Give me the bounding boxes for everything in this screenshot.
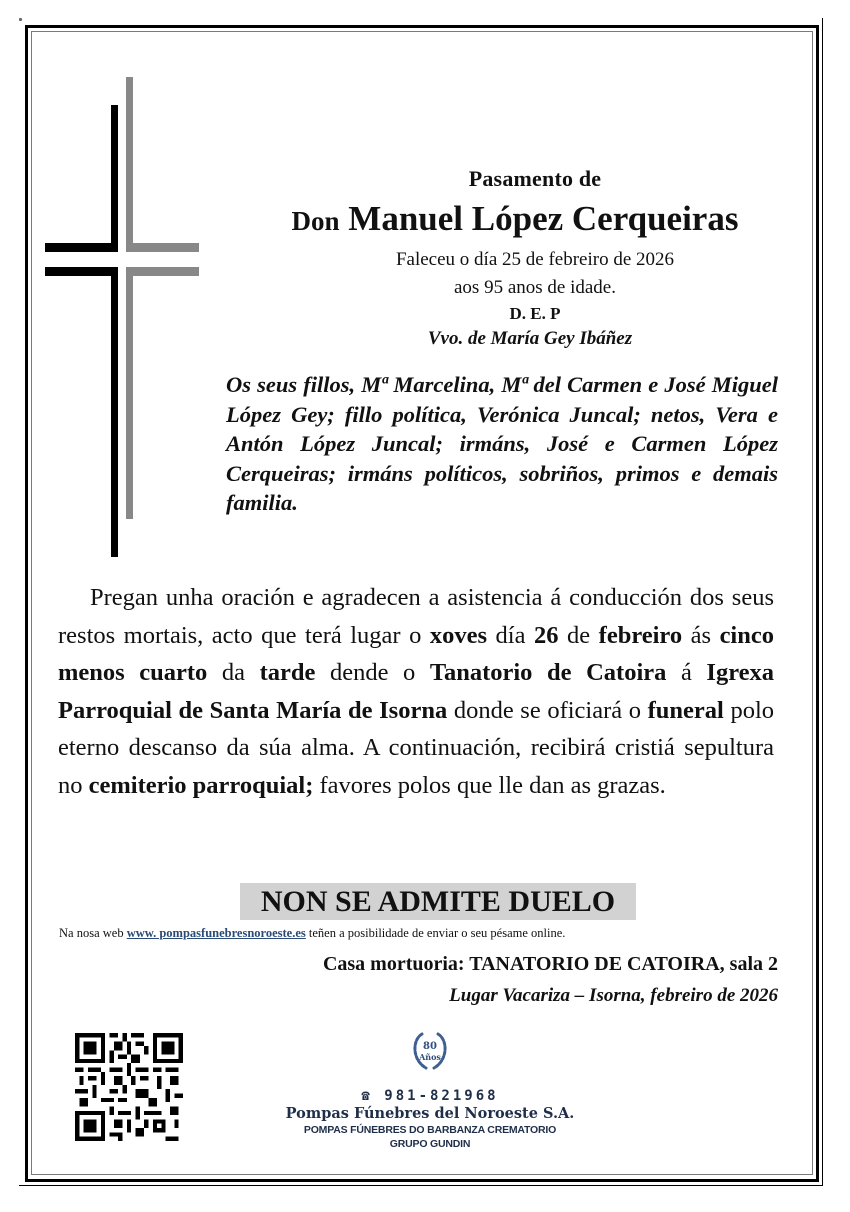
corner-mark	[19, 18, 22, 21]
funeral-company-block	[270, 1030, 590, 1151]
web-suffix: teñen a posibilidade de enviar o seu pésame online.	[305, 926, 566, 940]
death-date: Faleceu o día 25 de febreiro de 2026	[395, 249, 675, 270]
month: febreiro	[598, 621, 683, 649]
time: cinco menos cuarto	[58, 621, 774, 686]
phone-line	[270, 1087, 590, 1105]
invitation-text: á	[666, 659, 707, 686]
page-shadow-right	[822, 18, 823, 1186]
period: tarde	[259, 659, 316, 686]
day-name: xoves	[429, 621, 488, 649]
web-line	[59, 924, 779, 942]
svg-text:Años: Años	[419, 1052, 441, 1062]
invitation-text: día	[487, 621, 534, 649]
honorific: Don	[291, 206, 340, 236]
company-subtitle: POMPAS FÚNEBRES DO BARBANZA CREMATORIO	[303, 1124, 557, 1136]
origin-location: Tanatorio de Catoira	[429, 659, 667, 686]
invitation-text: ás	[682, 621, 720, 649]
service-type: funeral	[647, 696, 724, 724]
casa-value: TANATORIO DE CATOIRA	[469, 953, 720, 975]
invitation-text: favores polos que lle dan as grazas.	[313, 771, 666, 799]
invitation-paragraph	[58, 579, 774, 804]
day-number: 26	[534, 621, 559, 649]
anniversary-badge-icon	[402, 1030, 458, 1072]
cemetery: cemiterio parroquial;	[88, 771, 314, 799]
casa-label: Casa mortuoria:	[322, 953, 470, 975]
svg-text:80: 80	[423, 1041, 437, 1052]
invitation-text: de	[558, 621, 599, 649]
invitation-text: polo eterno descanso da súa alma. A continuación, recibirá cristiá sepultura no	[58, 696, 774, 799]
room: , sala 2	[719, 953, 778, 975]
family-list: Os seus fillos, Mª Marcelina, Mª del Carmen e José Miguel López Gey; fillo política, Verónica Juncal; netos, Vera e Antón López Juncal; irmáns, José e Carmen López Cerqueiras; irmáns políticos, sobriños, primos e demais familia.	[226, 372, 778, 515]
company-group: GRUPO GUNDIN	[389, 1138, 471, 1150]
widower-line: Vvo. de María Gey Ibáñez	[427, 328, 633, 349]
web-prefix: Na nosa web	[59, 926, 127, 940]
invitation-text: Pregan unha oración e agradecen a asistencia á conducción dos seus restos mortais, acto que terá lugar o	[58, 584, 774, 649]
header-block	[230, 163, 800, 352]
no-condolences-notice: NON SE ADMITE DUELO	[240, 883, 636, 920]
qr-code-icon[interactable]	[75, 1033, 183, 1141]
deceased-name-line	[230, 195, 800, 245]
notice-title: Pasamento de	[468, 166, 602, 191]
page-shadow-bottom	[19, 1185, 823, 1186]
phone-number: 981-821968	[384, 1088, 499, 1104]
company-name: Pompas Fúnebres del Noroeste S.A.	[285, 1105, 575, 1122]
rip-line: D. E. P	[509, 304, 561, 323]
phone-icon: ☎	[361, 1088, 385, 1104]
invitation-text: da	[207, 659, 260, 686]
invitation-text: donde se oficiará o	[447, 696, 648, 724]
place-date: Lugar Vacariza – Isorna, febreiro de 2026	[449, 985, 778, 1006]
website-link[interactable]: www. pompasfunebresnoroeste.es	[126, 926, 306, 940]
church-location: Igrexa Parroquial de Santa María de Isorna	[58, 659, 774, 724]
age-line: aos 95 anos de idade.	[454, 277, 616, 298]
invitation-text: dende o	[315, 659, 430, 686]
deceased-name: Manuel López Cerqueiras	[348, 199, 739, 238]
funeral-home-line	[323, 950, 778, 978]
